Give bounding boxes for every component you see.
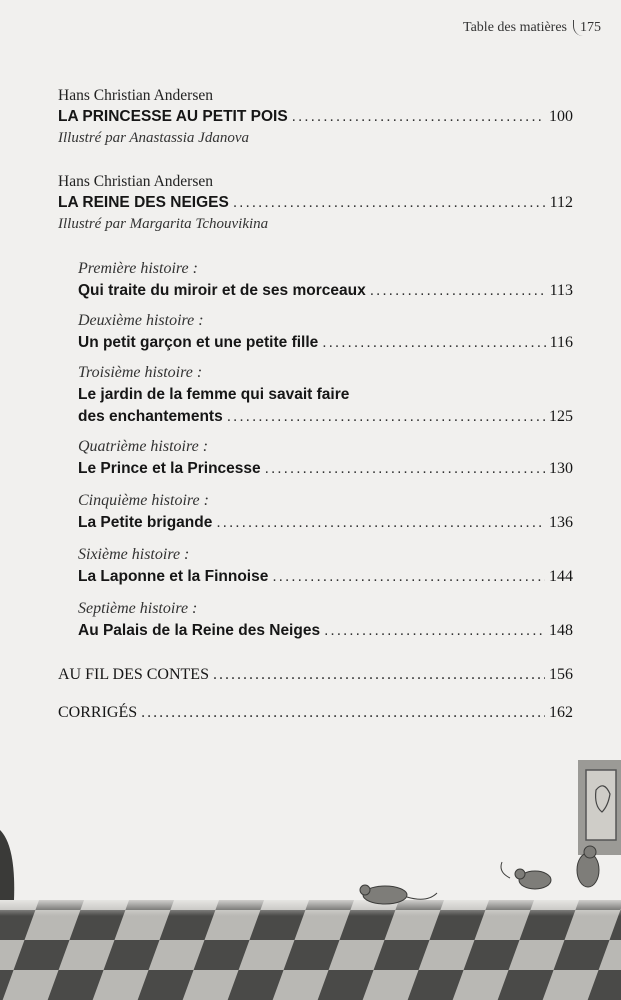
running-header xyxy=(463,20,601,36)
entry-page: 144 xyxy=(549,568,573,585)
entry-page: 100 xyxy=(549,108,573,125)
toc-entry-histoire-4 xyxy=(78,436,573,480)
mouse-head xyxy=(515,869,525,879)
entry-title-row[interactable] xyxy=(78,620,573,642)
entry-kicker: Cinquième histoire : xyxy=(78,492,209,509)
entry-title: CORRIGÉS xyxy=(58,704,138,721)
entry-title-line2: des enchantements xyxy=(78,408,223,425)
entry-title: Un petit garçon et une petite fille xyxy=(78,334,319,351)
toc-entry-histoire-6 xyxy=(78,544,573,588)
entry-title-row[interactable] xyxy=(78,406,573,428)
dot-leader xyxy=(292,106,545,128)
entry-page: 112 xyxy=(549,194,573,211)
entry-kicker: Première histoire : xyxy=(78,260,198,277)
entry-illustrator: Illustré par Anastassia Jdanova xyxy=(58,130,249,146)
entry-page: 125 xyxy=(549,408,573,425)
entry-kicker: Quatrième histoire : xyxy=(78,438,209,455)
toc-entry-princesse xyxy=(58,86,573,148)
toc-entry-histoire-1 xyxy=(78,258,573,302)
entry-title-row[interactable] xyxy=(78,512,573,534)
dot-leader xyxy=(272,566,545,588)
dot-leader xyxy=(213,664,545,686)
entry-title-row[interactable] xyxy=(78,332,573,354)
entry-page: 116 xyxy=(549,334,573,351)
dot-leader xyxy=(216,512,545,534)
entry-title: LA REINE DES NEIGES xyxy=(58,194,229,211)
toc-entry-au-fil-des-contes xyxy=(58,664,573,686)
entry-kicker: Deuxième histoire : xyxy=(78,312,204,329)
floor-fade xyxy=(0,896,621,916)
entry-page: 162 xyxy=(549,704,573,721)
toc-entry-histoire-5 xyxy=(78,490,573,534)
left-edge-figure xyxy=(0,830,14,900)
dot-leader xyxy=(324,620,545,642)
header-page-number: 175 xyxy=(573,20,601,36)
entry-title: AU FIL DES CONTES xyxy=(58,666,209,683)
dot-leader xyxy=(233,192,546,214)
entry-page: 113 xyxy=(549,282,573,299)
entry-title: Au Palais de la Reine des Neiges xyxy=(78,622,321,639)
toc-entry-histoire-2 xyxy=(78,310,573,354)
picture-frame-inner xyxy=(586,770,616,840)
entry-page: 130 xyxy=(549,460,573,477)
dot-leader xyxy=(227,406,545,428)
entry-title-row[interactable] xyxy=(58,702,573,724)
entry-author: Hans Christian Andersen xyxy=(58,87,213,104)
dot-leader xyxy=(265,458,545,480)
toc-entry-corriges xyxy=(58,702,573,724)
decorative-illustration xyxy=(0,760,621,1000)
entry-author: Hans Christian Andersen xyxy=(58,173,213,190)
entry-kicker: Sixième histoire : xyxy=(78,546,190,563)
mouse-head xyxy=(360,885,370,895)
entry-title-row[interactable] xyxy=(78,280,573,302)
entry-title: La Petite brigande xyxy=(78,514,213,531)
header-title: Table des matières xyxy=(463,20,567,35)
entry-title: LA PRINCESSE AU PETIT POIS xyxy=(58,108,288,125)
mouse-head xyxy=(584,846,596,858)
entry-title: La Laponne et la Finnoise xyxy=(78,568,269,585)
mice-group xyxy=(360,846,599,904)
entry-title-row[interactable] xyxy=(78,566,573,588)
dot-leader xyxy=(370,280,546,302)
toc-entry-reine xyxy=(58,172,573,234)
entry-title-row[interactable] xyxy=(58,106,573,128)
entry-kicker: Troisième histoire : xyxy=(78,364,203,381)
dot-leader xyxy=(322,332,545,354)
entry-kicker: Septième histoire : xyxy=(78,600,198,617)
toc-entry-histoire-3 xyxy=(78,362,573,428)
entry-title: Le Prince et la Princesse xyxy=(78,460,261,477)
toc-entry-histoire-7 xyxy=(78,598,573,642)
entry-page: 148 xyxy=(549,622,573,639)
entry-title-row[interactable] xyxy=(58,192,573,214)
dot-leader xyxy=(141,702,545,724)
entry-illustrator: Illustré par Margarita Tchouvikina xyxy=(58,216,269,232)
entry-title-row[interactable] xyxy=(58,664,573,686)
entry-title: Qui traite du miroir et de ses morceaux xyxy=(78,282,366,299)
entry-page: 156 xyxy=(549,666,573,683)
entry-title-line1[interactable]: Le jardin de la femme qui savait faire xyxy=(78,386,350,403)
mouse-tail xyxy=(501,862,510,878)
entry-page: 136 xyxy=(549,514,573,531)
entry-title-row[interactable] xyxy=(78,458,573,480)
